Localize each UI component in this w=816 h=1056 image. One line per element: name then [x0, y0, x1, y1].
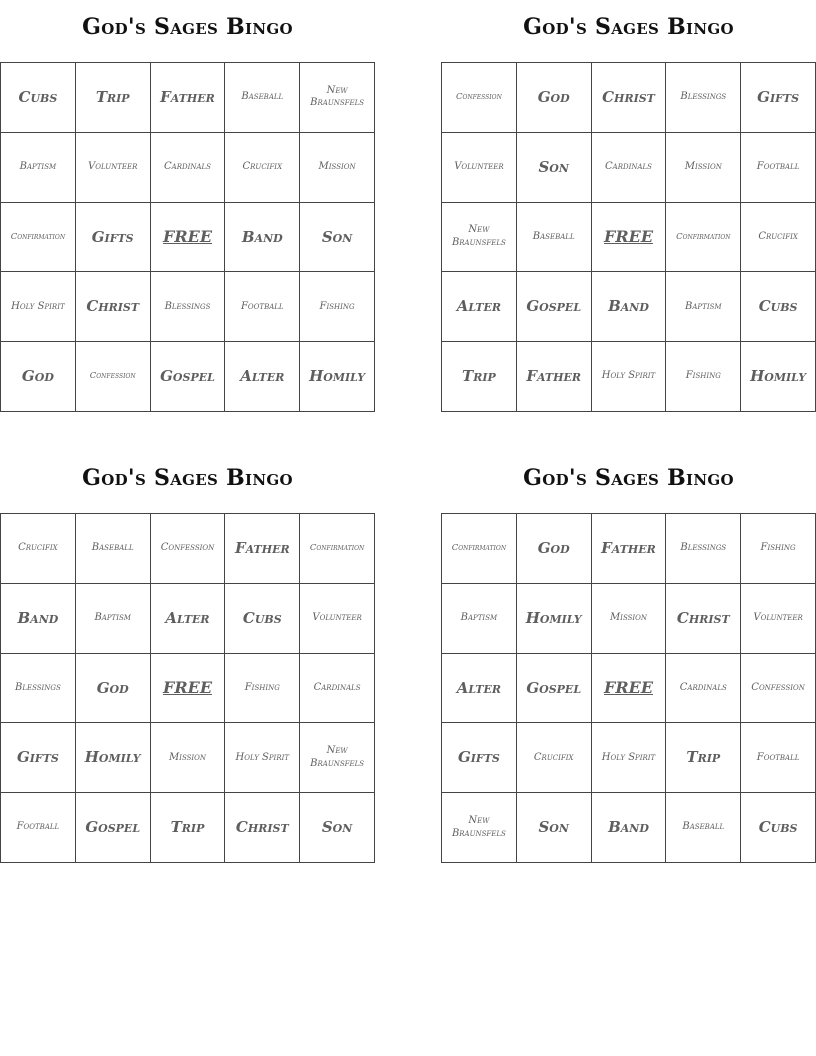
free-space: FREE — [151, 654, 226, 724]
bingo-cell: Crucifix — [225, 133, 300, 203]
bingo-cell: Alter — [442, 654, 517, 724]
bingo-cell: Volunteer — [76, 133, 151, 203]
bingo-cell: Gifts — [76, 203, 151, 273]
card-title: God's Sages Bingo — [82, 14, 293, 40]
bingo-cell: Baptism — [1, 133, 76, 203]
bingo-cell: Holy Spirit — [592, 342, 667, 412]
bingo-cell: Trip — [666, 723, 741, 793]
bingo-cell: Cardinals — [151, 133, 226, 203]
bingo-cell: Son — [300, 203, 375, 273]
bingo-cell: New Braunsfels — [300, 63, 375, 133]
bingo-cell: Band — [225, 203, 300, 273]
bingo-cell: Volunteer — [741, 584, 816, 654]
bingo-grid — [441, 62, 816, 412]
bingo-cell: Homily — [76, 723, 151, 793]
bingo-cell: Father — [592, 514, 667, 584]
bingo-cell: Mission — [592, 584, 667, 654]
bingo-cell: God — [517, 514, 592, 584]
bingo-cell: Gifts — [442, 723, 517, 793]
free-space: FREE — [592, 203, 667, 273]
bingo-cell: Band — [1, 584, 76, 654]
bingo-cell: Fishing — [666, 342, 741, 412]
bingo-cell: Football — [741, 133, 816, 203]
bingo-cell: God — [1, 342, 76, 412]
bingo-cell: Baseball — [225, 63, 300, 133]
bingo-cell: Confirmation — [666, 203, 741, 273]
bingo-cell: Football — [225, 272, 300, 342]
bingo-cell: Football — [741, 723, 816, 793]
bingo-cell: Alter — [442, 272, 517, 342]
bingo-cell: Confirmation — [442, 514, 517, 584]
bingo-grid — [0, 513, 375, 863]
bingo-cell: Baptism — [666, 272, 741, 342]
card-title: God's Sages Bingo — [523, 14, 734, 40]
bingo-cell: Football — [1, 793, 76, 863]
bingo-cell: Baptism — [442, 584, 517, 654]
bingo-cell: Confession — [76, 342, 151, 412]
bingo-cell: Trip — [76, 63, 151, 133]
bingo-cell: Holy Spirit — [1, 272, 76, 342]
bingo-cell: Cubs — [1, 63, 76, 133]
bingo-cell: Gospel — [76, 793, 151, 863]
bingo-cell: Confession — [151, 514, 226, 584]
bingo-grid — [441, 513, 816, 863]
bingo-cell: Blessings — [1, 654, 76, 724]
bingo-cell: Gifts — [1, 723, 76, 793]
bingo-cell: Fishing — [225, 654, 300, 724]
bingo-cell: New Braunsfels — [442, 203, 517, 273]
bingo-cell: Cardinals — [666, 654, 741, 724]
bingo-cell: Cardinals — [300, 654, 375, 724]
bingo-cell: Holy Spirit — [225, 723, 300, 793]
bingo-cell: New Braunsfels — [442, 793, 517, 863]
bingo-cell: Trip — [442, 342, 517, 412]
bingo-cell: Cubs — [741, 272, 816, 342]
bingo-cell: God — [517, 63, 592, 133]
bingo-cell: Confession — [741, 654, 816, 724]
bingo-cell: Father — [517, 342, 592, 412]
bingo-cell: Crucifix — [741, 203, 816, 273]
bingo-cell: Christ — [592, 63, 667, 133]
card-title: God's Sages Bingo — [82, 465, 293, 491]
bingo-cell: Father — [225, 514, 300, 584]
bingo-cell: Cardinals — [592, 133, 667, 203]
bingo-cell: Baseball — [517, 203, 592, 273]
bingo-cell: Baseball — [76, 514, 151, 584]
bingo-cell: Cubs — [225, 584, 300, 654]
bingo-cell: God — [76, 654, 151, 724]
bingo-cell: Trip — [151, 793, 226, 863]
bingo-cell: Father — [151, 63, 226, 133]
bingo-cell: Christ — [76, 272, 151, 342]
bingo-cell: Alter — [151, 584, 226, 654]
bingo-cell: Fishing — [741, 514, 816, 584]
bingo-cell: Blessings — [666, 63, 741, 133]
bingo-cell: Volunteer — [442, 133, 517, 203]
bingo-cell: Gifts — [741, 63, 816, 133]
bingo-cell: Volunteer — [300, 584, 375, 654]
bingo-cell: Band — [592, 793, 667, 863]
bingo-cell: Son — [300, 793, 375, 863]
bingo-cell: Band — [592, 272, 667, 342]
bingo-cell: Gospel — [517, 272, 592, 342]
bingo-cell: Christ — [225, 793, 300, 863]
bingo-cell: Confirmation — [300, 514, 375, 584]
bingo-cell: Homily — [741, 342, 816, 412]
bingo-cell: Mission — [300, 133, 375, 203]
bingo-cell: Baseball — [666, 793, 741, 863]
bingo-cell: Gospel — [517, 654, 592, 724]
bingo-grid — [0, 62, 375, 412]
free-space: FREE — [592, 654, 667, 724]
free-space: FREE — [151, 203, 226, 273]
bingo-cell: Crucifix — [1, 514, 76, 584]
bingo-cell: Cubs — [741, 793, 816, 863]
bingo-cell: Homily — [517, 584, 592, 654]
bingo-cell: Confirmation — [1, 203, 76, 273]
bingo-cell: Blessings — [666, 514, 741, 584]
bingo-cell: Son — [517, 133, 592, 203]
bingo-cell: Confession — [442, 63, 517, 133]
bingo-cell: Fishing — [300, 272, 375, 342]
bingo-cell: Alter — [225, 342, 300, 412]
bingo-cell: Baptism — [76, 584, 151, 654]
bingo-cell: Son — [517, 793, 592, 863]
bingo-cell: Mission — [666, 133, 741, 203]
bingo-cell: Homily — [300, 342, 375, 412]
bingo-cell: Crucifix — [517, 723, 592, 793]
card-title: God's Sages Bingo — [523, 465, 734, 491]
bingo-cell: Blessings — [151, 272, 226, 342]
bingo-cell: New Braunsfels — [300, 723, 375, 793]
bingo-cell: Gospel — [151, 342, 226, 412]
bingo-cell: Holy Spirit — [592, 723, 667, 793]
bingo-cell: Mission — [151, 723, 226, 793]
bingo-cell: Christ — [666, 584, 741, 654]
